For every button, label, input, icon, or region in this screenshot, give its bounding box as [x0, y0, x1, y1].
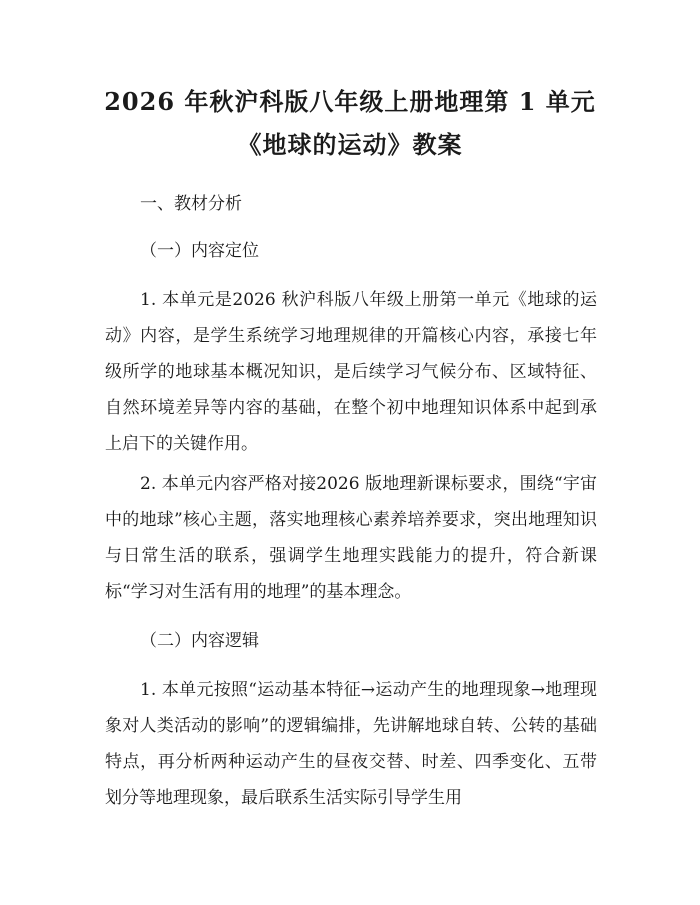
subsection-heading-content-logic: （二）内容逻辑: [140, 631, 259, 651]
paragraph-2: 2. 本单元内容严格对接2026 版地理新课标要求，围绕“宇宙中的地球”核心主题，落实地理核心素养培养要求，突出地理知识与日常生活的联系，强调学生地理实践能力的提升，符合新课标“学习对生活有用的地理”的基本理念。: [105, 474, 597, 602]
document-title: 2026 年秋沪科版八年级上册地理第 1 单元: [104, 87, 596, 116]
document-subtitle: 《地球的运动》教案: [237, 130, 463, 159]
subsection-heading-content-positioning: （一）内容定位: [140, 241, 259, 261]
paragraph-3: 1. 本单元按照“运动基本特征→运动产生的地理现象→地理现象对人类活动的影响”的逻辑编排，先讲解地球自转、公转的基础特点，再分析两种运动产生的昼夜交替、时差、四季变化、五带划分等地理现象，最后联系生活实际引导学生用: [105, 680, 597, 808]
section-heading-teaching-material-analysis: 一、教材分析: [140, 194, 242, 214]
paragraph-1: 1. 本单元是2026 秋沪科版八年级上册第一单元《地球的运动》内容，是学生系统学习地理规律的开篇核心内容，承接七年级所学的地球基本概况知识，是后续学习气候分布、区域特征、自然环境差异等内容的基础，在整个初中地理知识体系中起到承上启下的关键作用。: [105, 290, 597, 454]
